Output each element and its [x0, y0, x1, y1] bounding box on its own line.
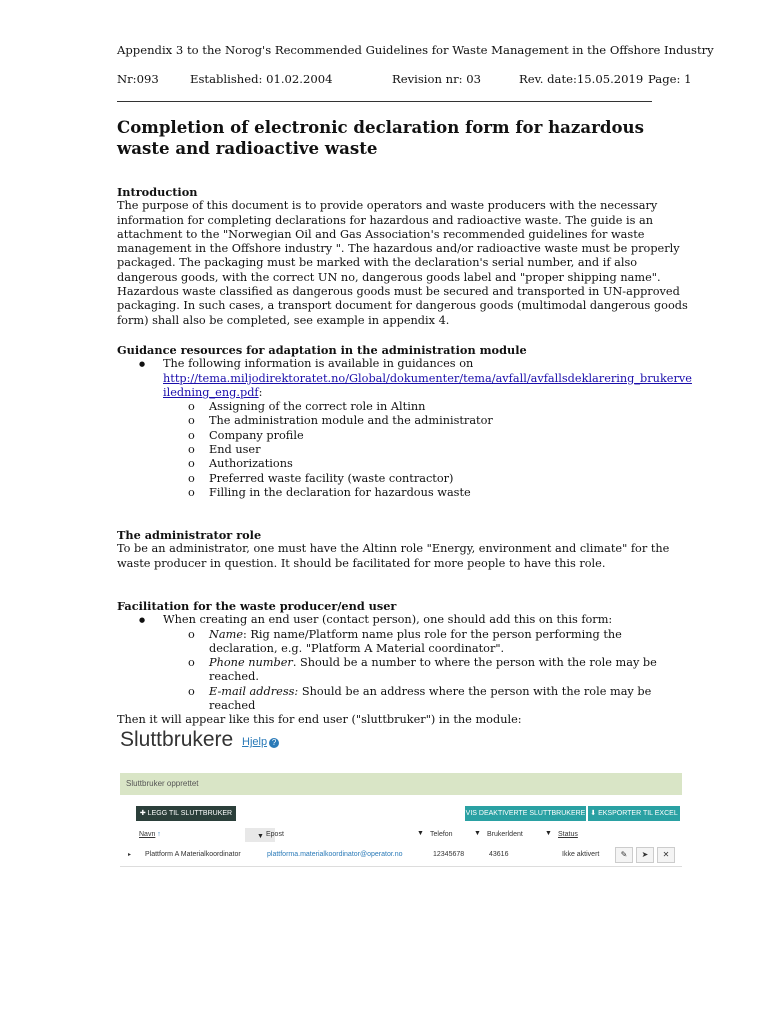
facilitation-item: [117, 685, 692, 714]
cell-status: Ikke aktivert: [562, 851, 600, 858]
item-label: Name: [209, 627, 244, 641]
column-header-name[interactable]: [139, 828, 239, 842]
guidance-heading: Guidance resources for adaptation in the administration module: [117, 343, 527, 357]
add-end-user-button[interactable]: ✚ LEGG TIL SLUTTBRUKER: [136, 806, 236, 821]
cell-email: plattforma.materialkoordinator@operator.no: [267, 851, 403, 858]
column-label: Navn: [139, 831, 156, 838]
guidance-link[interactable]: http://tema.miljodirektoratet.no/Global/dokumenter/tema/avfall/avfallsdeklarering_brukerveiledning_eng.pdf: [163, 371, 692, 399]
revision-date: Rev. date:15.05.2019: [519, 72, 644, 86]
filter-icon: ▼: [257, 833, 264, 840]
guidance-item: o Assigning of the correct role in Altinn: [117, 400, 692, 414]
guidance-item: o Filling in the declaration for hazardous waste: [117, 486, 692, 500]
guidance-item: o Authorizations: [117, 457, 692, 471]
expand-icon[interactable]: ▸: [128, 852, 132, 858]
link-suffix: :: [258, 385, 263, 399]
facilitation-heading: Facilitation for the waste producer/end user: [117, 599, 397, 613]
filter-icon[interactable]: ▼: [417, 830, 424, 837]
established-date: Established: 01.02.2004: [190, 72, 333, 86]
guidance-bullet-text: The following information is available in guidances on: [163, 357, 474, 371]
filter-icon[interactable]: ▼: [545, 830, 552, 837]
export-excel-button[interactable]: ⬇ EKSPORTER TIL EXCEL: [588, 806, 680, 821]
item-text: : Rig name/Platform name plus role for the person performing the declaration, e.g. "Platform A Material coordinator".: [209, 627, 622, 655]
help-icon: ?: [269, 738, 279, 748]
item-label: Phone number: [209, 656, 293, 670]
admin-role-text: To be an administrator, one must have the Altinn role "Energy, environment and climate" for the waste producer in question. It should be facilitated for more people to have this role.: [117, 542, 670, 570]
guidance-item: o End user: [117, 443, 692, 457]
filter-icon[interactable]: ▼: [474, 830, 481, 837]
appendix-header: Appendix 3 to the Norog's Recommended Guidelines for Waste Management in the Offshore Industry: [117, 43, 714, 57]
page-number: Page: 1: [648, 72, 692, 86]
item-text: Should be an address where the person with the role may be reached: [209, 684, 652, 713]
item-text: . Should be a number to where the person with the role may be reached.: [209, 656, 657, 684]
edit-icon[interactable]: ✎: [615, 847, 633, 863]
cell-name: Plattform A Materialkoordinator: [145, 851, 241, 858]
cell-user-id: 43616: [489, 851, 509, 858]
guidance-item: o Company profile: [117, 429, 692, 443]
help-label: Hjelp: [242, 736, 268, 748]
admin-role-heading: The administrator role: [117, 528, 262, 542]
guidance-item: o The administration module and the administrator: [117, 414, 692, 428]
table-header: [137, 828, 682, 842]
doc-number: Nr:093: [117, 72, 159, 86]
facilitation-item: [117, 656, 692, 685]
introduction-heading: Introduction: [117, 185, 198, 199]
guidance-item: o Preferred waste facility (waste contractor): [117, 472, 692, 486]
introduction-section: [117, 185, 692, 328]
screenshot-title: Sluttbrukere: [120, 728, 234, 751]
facilitation-bullet: [117, 613, 692, 713]
sort-icon: ↑: [157, 831, 161, 838]
revision-number: Revision nr: 03: [392, 72, 481, 86]
module-screenshot: [117, 722, 685, 874]
table-row: [120, 844, 682, 867]
column-header-email[interactable]: Epost: [266, 831, 284, 838]
cell-phone: 12345678: [433, 851, 465, 858]
success-banner: Sluttbruker opprettet: [120, 773, 682, 795]
column-header-phone[interactable]: Telefon: [430, 831, 453, 838]
delete-icon[interactable]: ✕: [657, 847, 675, 863]
document-title: Completion of electronic declaration form for hazardous waste and radioactive waste: [117, 117, 644, 158]
help-link[interactable]: [242, 736, 279, 748]
column-header-status[interactable]: Status: [558, 831, 578, 838]
guidance-bullet: [117, 357, 692, 500]
header-rule: [117, 101, 652, 102]
facilitation-after-text: Then it will appear like this for end user ("sluttbruker") in the module:: [117, 713, 522, 727]
facilitation-section: [117, 599, 692, 728]
item-label: E-mail address:: [209, 684, 299, 698]
introduction-text: The purpose of this document is to provide operators and waste producers with the necessary information for completing declarations for hazardous and radioactive waste. The guide is an attachment to the "Norwegian Oil and Gas Association's recommended guidelines for waste management in the Offshore industry ". The hazardous and/or radioactive waste must be properly packaged. The packaging must be marked with the declaration's serial number, and if also dangerous goods, with the correct UN no, dangerous goods label and "proper shipping name". Hazardous waste classified as dangerous goods must be secured and transported in UN-approved packaging. In such cases, a transport document for dangerous goods (multimodal dangerous goods form) shall also be completed, see example in appendix 4.: [117, 199, 688, 327]
send-icon[interactable]: ➤: [636, 847, 654, 863]
show-deactivated-button[interactable]: VIS DEAKTIVERTE SLUTTBRUKERE: [465, 806, 586, 821]
column-header-user-id[interactable]: Brukerldent: [487, 831, 523, 838]
facilitation-item: [117, 628, 692, 657]
guidance-section: [117, 343, 692, 500]
facilitation-bullet-text: When creating an end user (contact person), one should add this on this form:: [163, 613, 613, 627]
admin-role-section: [117, 528, 692, 571]
